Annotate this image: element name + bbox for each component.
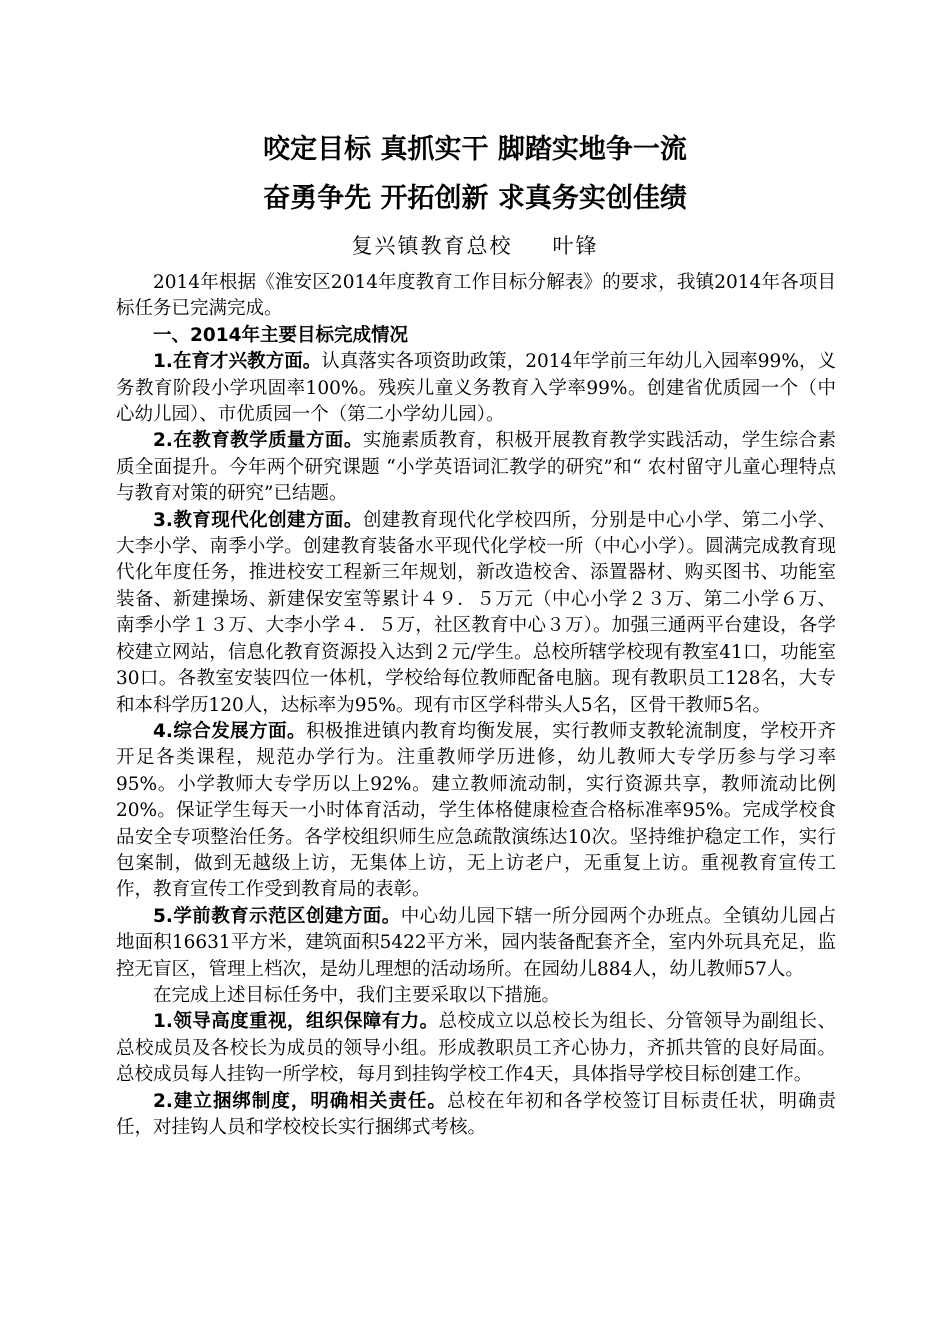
document-body	[116, 270, 836, 1141]
measure-paragraph	[116, 1009, 836, 1088]
item-paragraph	[116, 508, 836, 719]
item-label: 5.学前教育示范区创建方面。	[153, 905, 401, 927]
item-label: 3.教育现代化创建方面。	[153, 509, 363, 531]
item-paragraph	[116, 719, 836, 904]
measures-intro: 在完成上述目标任务中，我们主要采取以下措施。	[153, 984, 561, 1006]
item-paragraph	[116, 428, 836, 507]
item-paragraph	[116, 349, 836, 428]
item-text: 创建教育现代化学校四所，分别是中心小学、第二小学、大李小学、南季小学。创建教育装备水平现代化学校一所（中心小学）。圆满完成教育现代化年度任务，推进校安工程新三年规划，新改造校舍、添置器材、购买图书、功能室装备、新建操场、新建保安室等累计４９．５万元（中心小学２３万、第二小学６万、南季小学１３万、大李小学４．５万，社区教育中心３万）。加强三通两平台建设，各学校建立网站，信息化教育资源投入达到２元/学生。总校所辖学校现有教室41口，功能室30口。各教室安装四位一体机，学校给每位教师配备电脑。现有教职员工128名，大专和本科学历120人，达标率为95%。现有市区学科带头人5名，区骨干教师5名。	[116, 509, 836, 716]
item-label: 2.在教育教学质量方面。	[153, 430, 363, 452]
author-org: 复兴镇教育总校	[351, 234, 513, 258]
measure-paragraph	[116, 1089, 836, 1142]
intro-paragraph: 2014年根据《淮安区2014年度教育工作目标分解表》的要求，我镇2014年各项目标任务已完满完成。	[116, 272, 836, 320]
section-heading: 一、2014年主要目标完成情况	[153, 324, 408, 346]
item-text: 积极推进镇内教育均衡发展，实行教师支教轮流制度，学校开齐开足各类课程，规范办学行为。注重教师学历进修，幼儿教师大专学历参与学习率95%。小学教师大专学历以上92%。建立教师流动制，实行资源共享，教师流动比例20%。保证学生每天一小时体育活动，学生体格健康检查合格标准率95%。完成学校食品安全专项整治任务。各学校组织师生应急疏散演练达10次。坚持维护稳定工作，实行包案制，做到无越级上访，无集体上访，无上访老户，无重复上访。重视教育宣传工作，教育宣传工作受到教育局的表彰。	[116, 720, 836, 901]
measure-label: 1.领导高度重视，组织保障有力。	[153, 1011, 439, 1033]
author-line	[0, 232, 950, 260]
item-text: 中心幼儿园下辖一所分园两个办班点。全镇幼儿园占地面积16631平方米，建筑面积5422平方米，园内装备配套齐全，室内外玩具充足，监控无盲区，管理上档次，是幼儿理想的活动场所。在园幼儿884人，幼儿教师57人。	[116, 905, 836, 980]
measure-text: 总校成立以总校长为组长、分管领导为副组长、总校成员及各校长为成员的领导小组。形成教职员工齐心协力，齐抓共管的良好局面。总校成员每人挂钩一所学校，每月到挂钩学校工作4天，具体指导学校目标创建工作。	[116, 1011, 836, 1086]
title-line-2: 奋勇争先 开拓创新 求真务实创佳绩	[263, 183, 687, 214]
item-text: 实施素质教育，积极开展教育教学实践活动，学生综合素质全面提升。今年两个研究课题 “小学英语词汇教学的研究”和“ 农村留守儿童心理特点与教育对策的研究”已结题。	[116, 430, 836, 505]
measure-text: 总校在年初和各学校签订目标责任状，明确责任，对挂钩人员和学校校长实行捆绑式考核。	[116, 1090, 836, 1138]
item-label: 4.综合发展方面。	[153, 720, 306, 742]
item-text: 认真落实各项资助政策，2014年学前三年幼儿入园率99%，义务教育阶段小学巩固率100%。残疾儿童义务教育入学率99%。创建省优质园一个（中心幼儿园）、市优质园一个（第二小学幼儿园）。	[116, 351, 836, 426]
author-name: 叶锋	[552, 234, 599, 258]
measure-label: 2.建立捆绑制度，明确相关责任。	[153, 1090, 447, 1112]
title-line-1: 咬定目标 真抓实干 脚踏实地争一流	[263, 134, 687, 165]
item-paragraph	[116, 904, 836, 983]
item-label: 1.在育才兴教方面。	[153, 351, 322, 373]
